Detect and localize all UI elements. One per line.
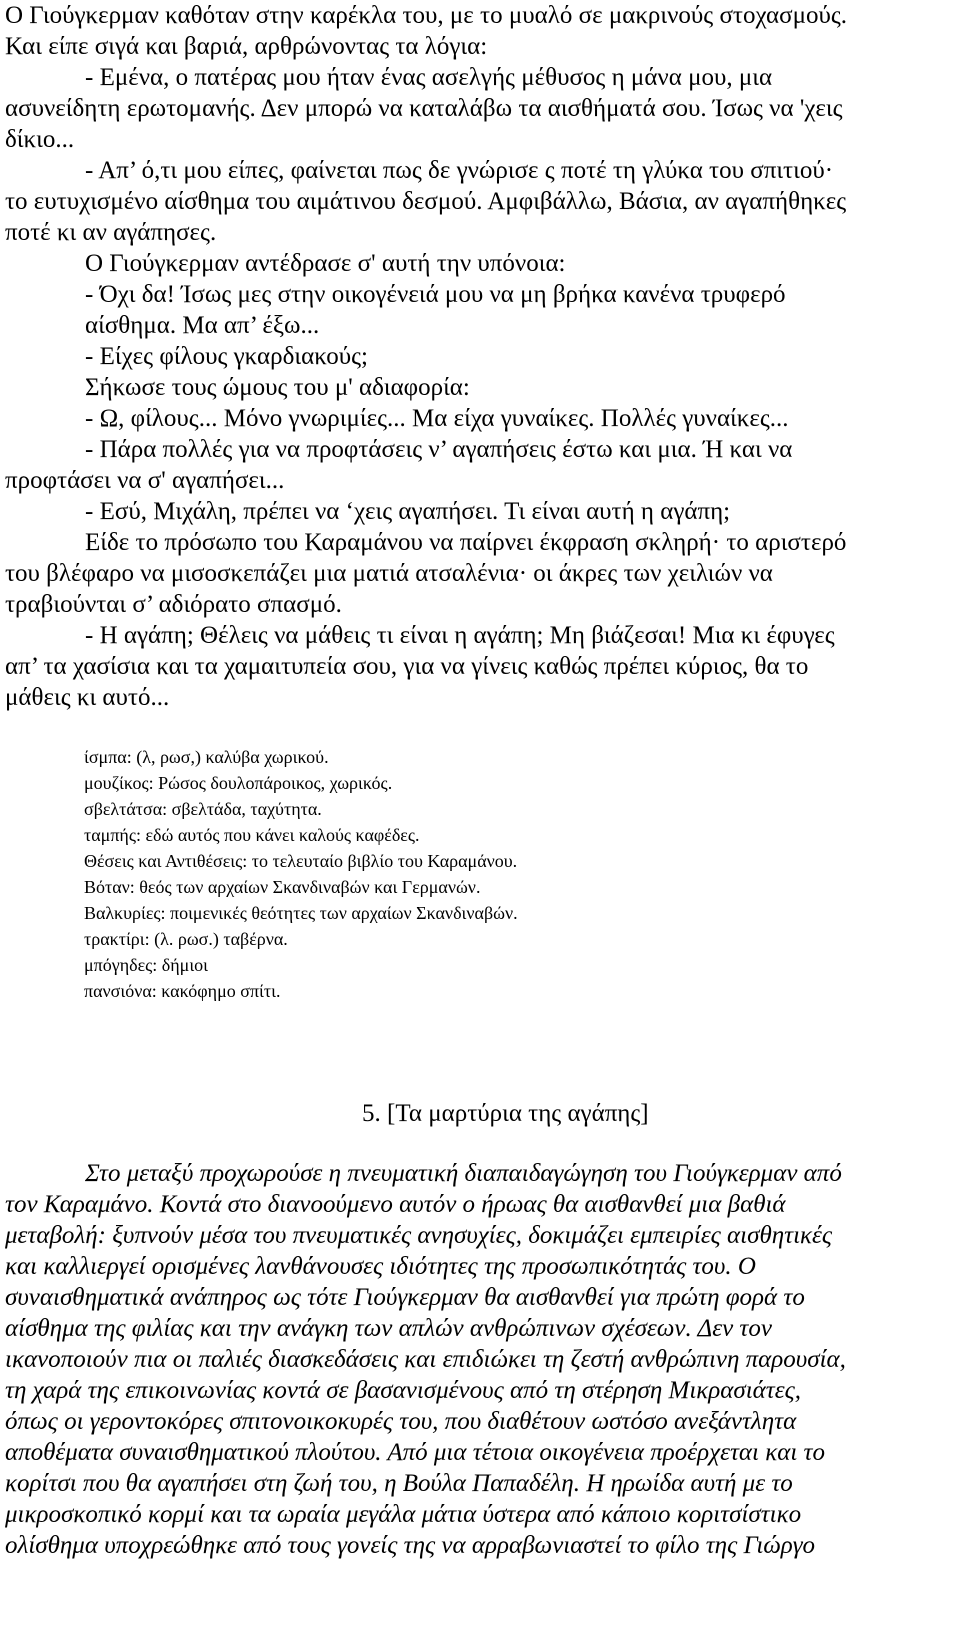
summary-line: τη χαρά της επικοινωνίας κοντά σε βασανισμένους από τη στέρηση Μικρασιάτες, xyxy=(5,1377,801,1404)
body-line: αίσθημα. Μα απ’ έξω... xyxy=(85,312,320,339)
footnote-item: ίσμπα: (λ, ρωσ,) καλύβα χωρικού. xyxy=(84,747,329,767)
body-line: - Πάρα πολλές για να προφτάσεις ν’ αγαπήσεις έστω και μια. Ή και να xyxy=(85,436,793,463)
footnote-item: Βόταν: θεός των αρχαίων Σκανδιναβών και Γερμανών. xyxy=(84,877,481,897)
summary-line: κορίτσι που θα αγαπήσει στη ζωή του, η Βούλα Παπαδέλη. Η ηρωίδα αυτή με το xyxy=(5,1470,793,1497)
body-line: του βλέφαρο να μισοσκεπάζει μια ματιά ατσαλένια· οι άκρες των χειλιών να xyxy=(5,560,773,587)
body-line: τραβιούνται σ’ αδιόρατο σπασμό. xyxy=(5,591,342,618)
body-line: το ευτυχισμένο αίσθημα του αιμάτινου δεσμού. Αμφιβάλλω, Βάσια, αν αγαπήθηκες xyxy=(5,188,847,215)
summary-line: και καλλιεργεί ορισμένες λανθάνουσες ιδιότητες της προσωπικότητάς του. Ο xyxy=(5,1253,756,1280)
summary-line: αποθέματα συναισθηματικού πλούτου. Από μια τέτοια οικογένεια προέρχεται και το xyxy=(5,1439,825,1466)
summary-line: ολίσθημα υποχρεώθηκε από τους γονείς της να αρραβωνιαστεί το φίλο της Γιώργο xyxy=(5,1532,816,1559)
body-line: Ο Γιούγκερμαν αντέδρασε σ' αυτή την υπόνοια: xyxy=(85,250,566,277)
footnote-item: σβελτάτσα: σβελτάδα, ταχύτητα. xyxy=(84,799,322,819)
footnote-item: Θέσεις και Αντιθέσεις: το τελευταίο βιβλίο του Καραμάνου. xyxy=(84,851,518,871)
body-line: Είδε το πρόσωπο του Καραμάνου να παίρνει έκφραση σκληρή· το αριστερό xyxy=(85,529,847,556)
footnote-item: ταμπής: εδώ αυτός που κάνει καλούς καφέδες. xyxy=(84,825,420,845)
body-line: μάθεις κι αυτό... xyxy=(5,684,170,711)
body-line: Ο Γιούγκερμαν καθόταν στην καρέκλα του, με το μυαλό σε μακρινούς στοχασμούς. xyxy=(5,2,848,29)
summary-line: Στο μεταξύ προχωρούσε η πνευματική διαπαιδαγώγηση του Γιούγκερμαν από xyxy=(85,1160,842,1187)
footnote-item: μουζίκος: Ρώσος δουλοπάροικος, χωρικός. xyxy=(84,773,393,793)
footnote-item: μπόγηδες: δήμιοι xyxy=(84,955,209,975)
summary-line: ικανοποιούν πια οι παλιές διασκεδάσεις και επιδιώκει τη ζεστή ανθρώπινη παρουσία, xyxy=(5,1346,846,1373)
summary-line: αίσθημα της φιλίας και την ανάγκη των απλών ανθρώπινων σχέσεων. Δεν τον xyxy=(5,1315,772,1342)
body-line: δίκιο... xyxy=(5,126,75,153)
body-line: - Η αγάπη; Θέλεις να μάθεις τι είναι η αγάπη; Μη βιάζεσαι! Μια κι έφυγες xyxy=(85,622,835,649)
footnote-item: πανσιόνα: κακόφημο σπίτι. xyxy=(84,981,281,1001)
body-line: απ’ τα χασίσια και τα χαμαιτυπεία σου, για να γίνεις καθώς πρέπει κύριος, θα το xyxy=(5,653,809,680)
body-line: - Απ’ ό,τι μου είπες, φαίνεται πως δε γνώρισε ς ποτέ τη γλύκα του σπιτιού· xyxy=(85,157,834,184)
body-line: - Ω, φίλους... Μόνο γνωριμίες... Μα είχα γυναίκες. Πολλές γυναίκες... xyxy=(85,405,789,432)
body-line: προφτάσει να σ' αγαπήσει... xyxy=(5,467,285,494)
body-line: - Εσύ, Μιχάλη, πρέπει να ‘χεις αγαπήσει. Τι είναι αυτή η αγάπη; xyxy=(85,498,731,525)
footnote-item: Βαλκυρίες: ποιμενικές θεότητες των αρχαίων Σκανδιναβών. xyxy=(84,903,518,923)
footnote-item: τρακτίρι: (λ. ρωσ.) ταβέρνα. xyxy=(84,929,288,949)
body-line: ασυνείδητη ερωτομανής. Δεν μπορώ να καταλάβω τα αισθήματά σου. Ίσως να 'χεις xyxy=(5,95,843,122)
chapter-heading: 5. [Τα μαρτύρια της αγάπης] xyxy=(362,1100,649,1127)
summary-line: μικροσκοπικό κορμί και τα ωραία μεγάλα μάτια ύστερα από κάποιο κοριτσίστικο xyxy=(5,1501,802,1528)
body-line: - Όχι δα! Ίσως μες στην οικογένειά μου να μη βρήκα κανένα τρυφερό xyxy=(85,281,786,308)
summary-line: όπως οι γεροντοκόρες σπιτονοικοκυρές του, που διαθέτουν ωστόσο ανεξάντλητα xyxy=(5,1408,797,1435)
body-line: Σήκωσε τους ώμους του μ' αδιαφορία: xyxy=(85,374,470,401)
summary-line: μεταβολή: ξυπνούν μέσα του πνευματικές ανησυχίες, δοκιμάζει εμπειρίες αισθητικές xyxy=(5,1222,833,1249)
body-line: Και είπε σιγά και βαριά, αρθρώνοντας τα λόγια: xyxy=(5,33,488,60)
summary-line: συναισθηματικά ανάπηρος ως τότε Γιούγκερμαν θα αισθανθεί για πρώτη φορά το xyxy=(5,1284,805,1311)
summary-line: τον Καραμάνο. Κοντά στο διανοούμενο αυτόν ο ήρωας θα αισθανθεί μια βαθιά xyxy=(5,1191,786,1218)
body-line: - Είχες φίλους γκαρδιακούς; xyxy=(85,343,368,370)
body-line: ποτέ κι αν αγάπησες. xyxy=(5,219,217,246)
body-line: - Εμένα, ο πατέρας μου ήταν ένας ασελγής μέθυσος η μάνα μου, μια xyxy=(85,64,773,91)
